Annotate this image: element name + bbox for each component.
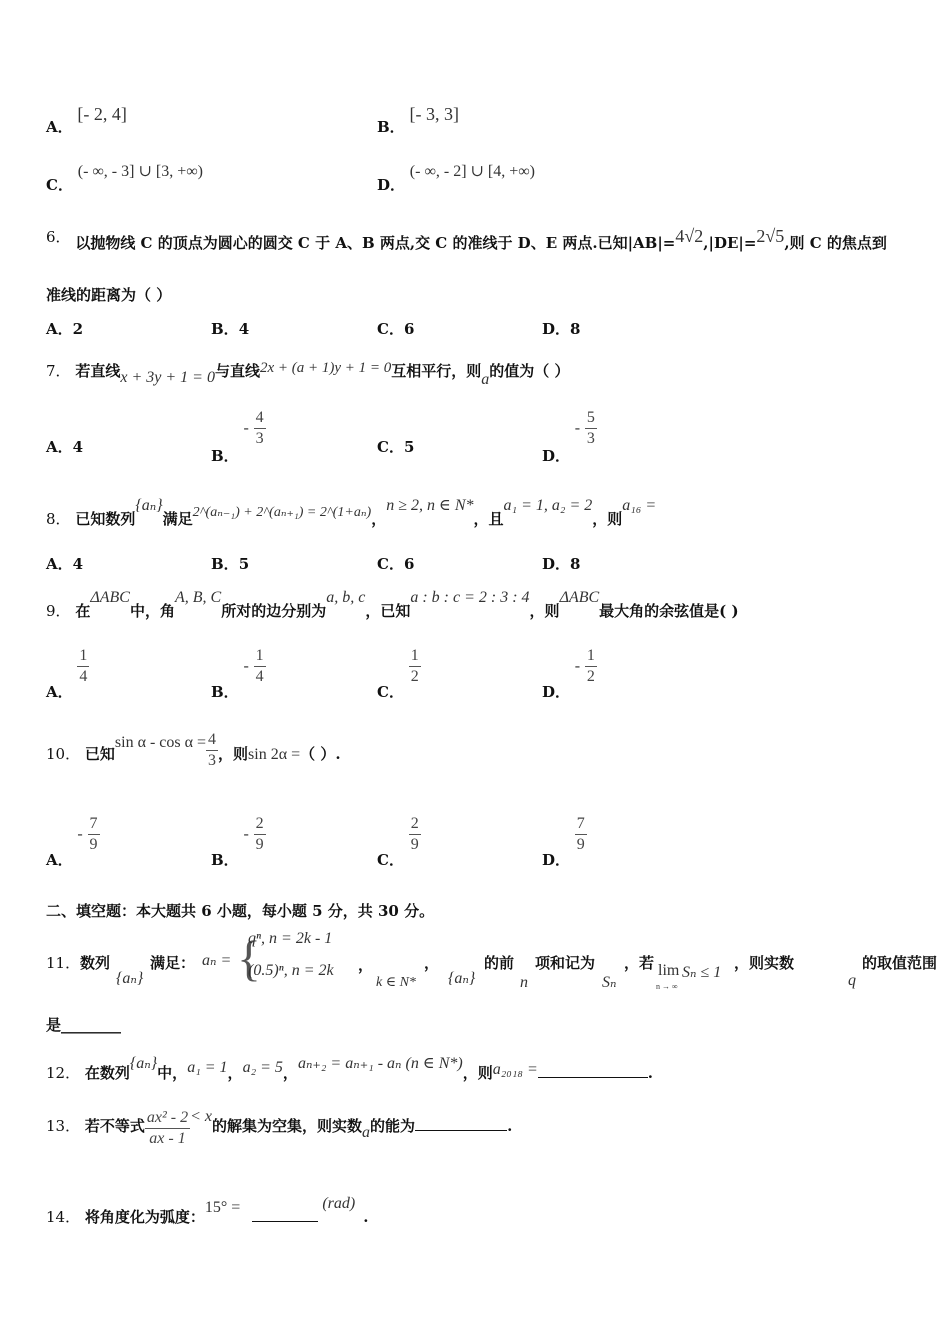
initial-a2: a₂ = 5 (242, 1059, 283, 1076)
question-number: 13． (46, 1116, 81, 1135)
question-number: 7． (46, 362, 71, 380)
question-text: 已知数列 (75, 510, 136, 528)
comma: ， (282, 1064, 298, 1082)
question-number: 10． (46, 744, 81, 763)
q6-option-b (211, 318, 249, 339)
numerator: 1 (585, 646, 597, 667)
denominator: 9 (255, 836, 264, 853)
option-label: A． (46, 320, 73, 338)
numerator: 4 (254, 408, 266, 429)
q9-option-c (377, 646, 421, 701)
question-8 (46, 494, 657, 528)
partial-sum: Sₙ (602, 974, 617, 991)
period: . (647, 1064, 653, 1082)
q5-option-b (377, 104, 459, 136)
question-text: ，则 (592, 510, 623, 528)
question-text: 的能为 (370, 1116, 416, 1135)
initial-values: a₁ = 1, a₂ = 2 (503, 497, 593, 514)
comma: ， (371, 510, 387, 528)
de-length: 2√5 (756, 226, 785, 246)
q5-option-d (377, 160, 536, 194)
option-label: A． (46, 118, 73, 136)
piecewise-case-1: qⁿ, n = 2k - 1 (248, 930, 333, 947)
option-value: 8 (570, 555, 581, 573)
option-fraction (77, 646, 89, 687)
q8-option-c (377, 553, 414, 574)
denominator: 3 (586, 430, 595, 447)
answer-blank[interactable] (538, 1077, 648, 1078)
sequence: {aₙ} (116, 970, 144, 987)
sequence: {aₙ} (135, 497, 163, 514)
inequality-rhs: < x (190, 1107, 213, 1125)
question-text: 在数列 (84, 1064, 130, 1082)
q10-option-d (542, 814, 587, 869)
denominator: 9 (576, 836, 585, 853)
question-6 (46, 226, 887, 252)
section-2-heading: 二、填空题：本大题共 6 小题，每小题 5 分，共 30 分。 (46, 902, 435, 920)
option-label: B． (211, 555, 239, 573)
inequality-fraction (145, 1108, 190, 1149)
option-label: A． (46, 850, 73, 869)
option-fraction (254, 646, 266, 687)
option-label: A． (46, 555, 73, 573)
q7-option-c (377, 436, 414, 457)
q5-option-c (46, 160, 203, 194)
q8-option-b (211, 553, 249, 574)
q9-option-b (211, 646, 266, 701)
question-text: 的前 (484, 954, 515, 972)
equation-fraction (206, 730, 218, 771)
k-condition: k ∈ N* (376, 975, 416, 990)
q9-option-a (46, 646, 89, 701)
question-text: 的值为（ ） (489, 362, 570, 380)
piecewise-case-2: (0.5)ⁿ, n = 2k (248, 962, 334, 979)
option-sign: - (243, 419, 249, 437)
option-value: 5 (403, 438, 415, 456)
question-text: 互相平行，则 (391, 362, 482, 380)
numerator: 2 (409, 814, 421, 835)
option-label: D． (542, 682, 571, 701)
question-11-line2: 是________ (46, 1016, 122, 1034)
q6-option-a (46, 318, 83, 339)
period: . (363, 1208, 369, 1226)
option-value: 4 (72, 555, 84, 573)
question-text: 中，角 (129, 602, 175, 620)
variable-n: n (520, 974, 528, 991)
option-label: D． (542, 446, 571, 465)
option-expr: (- ∞, - 2] ∪ [4, +∞) (409, 163, 536, 180)
question-text: ，则 (462, 1064, 493, 1082)
denominator: 2 (586, 668, 595, 685)
question-text: 数列 (80, 954, 111, 972)
side-ratio: a : b : c = 2 : 3 : 4 (410, 589, 530, 606)
option-expr: [- 2, 4] (77, 104, 127, 124)
question-7 (46, 360, 570, 388)
question-text: 满足： (150, 954, 196, 972)
option-sign: - (243, 657, 249, 675)
answer-blank[interactable] (252, 1221, 318, 1222)
radian-unit: (rad) (322, 1195, 356, 1212)
denominator: 3 (208, 752, 217, 769)
question-13 (46, 1108, 512, 1149)
target-expression: sin 2α = (248, 745, 301, 763)
option-fraction (575, 814, 587, 855)
option-fraction (585, 408, 597, 449)
q7-option-a (46, 436, 83, 457)
q6-option-d (542, 318, 580, 339)
option-value: 2 (72, 320, 84, 338)
numerator: 2 (254, 814, 266, 835)
option-expr: (- ∞, - 3] ∪ [3, +∞) (77, 163, 203, 180)
option-fraction (585, 646, 597, 687)
line-equation-1: x + 3y + 1 = 0 (120, 369, 215, 386)
initial-a1: a₁ = 1 (187, 1059, 228, 1076)
question-text: 与直线 (214, 362, 260, 380)
question-9 (46, 586, 739, 620)
comma: ， (424, 954, 440, 972)
question-text: 项和记为 (535, 954, 596, 972)
question-12 (46, 1046, 653, 1082)
denominator: 4 (255, 668, 264, 685)
option-value: 6 (403, 555, 415, 573)
q10-option-a (46, 814, 100, 869)
q10-option-c (377, 814, 421, 869)
question-text: 以抛物线 C 的顶点为圆心的圆交 C 于 A、B 两点,交 C 的准线于 D、E 两点.已知|AB|= (75, 234, 676, 252)
ab-length: 4√2 (675, 226, 704, 246)
q10-option-b (211, 814, 266, 869)
sequence: {aₙ} (129, 1055, 158, 1072)
recurrence: 2^(aₙ₋₁) + 2^(aₙ₊₁) = 2^(1+aₙ) (192, 505, 372, 520)
question-number: 6． (46, 228, 71, 246)
variable-a: a (362, 1123, 371, 1141)
degree-value: 15° = (204, 1199, 241, 1216)
denominator: 3 (255, 430, 264, 447)
question-number: 8． (46, 510, 71, 528)
question-text: ,|DE|= (703, 234, 757, 252)
question-number: 14． (46, 1208, 81, 1226)
option-value: 4 (72, 438, 84, 456)
option-label: A． (46, 438, 73, 456)
option-label: B． (211, 850, 239, 869)
question-text: ，则 (218, 744, 249, 763)
target-term: a₂₀₁₈ = (492, 1061, 538, 1078)
question-text: 在 (75, 602, 91, 620)
question-text: ，则 (529, 602, 560, 620)
option-fraction (409, 814, 421, 855)
triangle: ΔABC (559, 589, 600, 606)
denominator: 9 (410, 836, 419, 853)
question-number: 9． (46, 602, 71, 620)
limit: lim (658, 962, 680, 979)
target-term: a₁₆ = (622, 497, 657, 514)
angles: A, B, C (174, 589, 222, 606)
question-number: 11． (46, 954, 81, 972)
option-value: 8 (570, 320, 581, 338)
question-text: 的取值范围 (862, 954, 938, 972)
piecewise-lhs: aₙ = (202, 952, 232, 969)
question-text: 将角度化为弧度： (84, 1208, 205, 1226)
denominator: ax - 1 (149, 1130, 186, 1147)
left-brace: { (237, 930, 261, 986)
q5-option-a (46, 104, 127, 136)
question-text: ，则实数 (734, 954, 795, 972)
option-label: D． (542, 850, 571, 869)
period: . (507, 1116, 513, 1135)
option-label: D． (542, 320, 571, 338)
numerator: 7 (88, 814, 100, 835)
option-label: A． (46, 682, 73, 701)
option-label: C． (377, 850, 404, 869)
recurrence: aₙ₊₂ = aₙ₊₁ - aₙ (n ∈ N*) (297, 1055, 463, 1072)
q7-option-b (211, 408, 266, 465)
q8-option-d (542, 553, 580, 574)
limit-subscript: n → ∞ (656, 982, 678, 991)
question-14 (46, 1192, 369, 1226)
question-text: 已知 (84, 744, 115, 763)
q8-option-a (46, 553, 83, 574)
q7-option-d (542, 408, 597, 465)
numerator: 5 (585, 408, 597, 429)
question-6-line2: 准线的距离为（ ） (46, 286, 172, 304)
option-sign: - (574, 419, 581, 437)
option-fraction (254, 408, 266, 449)
question-text: ，若 (624, 954, 655, 972)
triangle: ΔABC (90, 589, 130, 606)
question-text: 所对的边分别为 (221, 602, 327, 620)
condition: n ≥ 2, n ∈ N* (386, 497, 474, 514)
question-text: 的解集为空集，则实数 (212, 1116, 363, 1135)
option-sign: - (574, 657, 581, 675)
numerator: 1 (77, 646, 89, 667)
limit-expression: Sₙ ≤ 1 (682, 964, 722, 981)
option-expr: [- 3, 3] (409, 104, 459, 124)
denominator: 2 (410, 668, 419, 685)
option-label: C． (377, 320, 404, 338)
q9-option-d (542, 646, 597, 701)
question-text: 若直线 (75, 362, 121, 380)
sequence: {aₙ} (448, 970, 476, 987)
numerator: ax² - 2 (145, 1108, 190, 1129)
question-number: 12． (46, 1064, 81, 1082)
question-text: ，已知 (365, 602, 411, 620)
question-text: （ ）. (300, 744, 341, 763)
question-text: 最大角的余弦值是( ) (599, 602, 739, 620)
equation-lhs: sin α - cos α = (114, 733, 207, 751)
option-fraction (88, 814, 100, 855)
option-value: 5 (238, 555, 250, 573)
line-equation-2: 2x + (a + 1)y + 1 = 0 (259, 360, 392, 376)
question-text: 若不等式 (84, 1116, 145, 1135)
option-label: C． (46, 176, 73, 194)
option-label: C． (377, 682, 404, 701)
q6-option-c (377, 318, 414, 339)
question-text: ，且 (473, 510, 504, 528)
option-sign: - (77, 825, 83, 843)
option-label: B． (377, 118, 405, 136)
sides: a, b, c (326, 589, 366, 606)
numerator: 4 (206, 730, 218, 751)
option-label: D． (377, 176, 406, 194)
question-10 (46, 730, 341, 771)
option-label: C． (377, 555, 404, 573)
option-label: B． (211, 682, 239, 701)
numerator: 1 (409, 646, 421, 667)
question-text: 中， (157, 1064, 188, 1082)
comma: ， (227, 1064, 243, 1082)
option-value: 4 (238, 320, 250, 338)
option-label: B． (211, 320, 239, 338)
variable-q: q (848, 972, 856, 989)
variable-a: a (481, 371, 490, 388)
comma: ， (358, 956, 374, 974)
option-label: D． (542, 555, 571, 573)
option-fraction (409, 646, 421, 687)
option-label: C． (377, 438, 404, 456)
question-text: ,则 C 的焦点到 (784, 234, 887, 252)
numerator: 7 (575, 814, 587, 835)
denominator: 9 (89, 836, 98, 853)
denominator: 4 (79, 668, 88, 685)
question-text: 满足 (162, 510, 193, 528)
option-sign: - (243, 825, 249, 843)
answer-blank[interactable] (415, 1130, 507, 1131)
option-fraction (254, 814, 266, 855)
option-value: 6 (403, 320, 415, 338)
option-label: B． (211, 446, 239, 465)
numerator: 1 (254, 646, 266, 667)
